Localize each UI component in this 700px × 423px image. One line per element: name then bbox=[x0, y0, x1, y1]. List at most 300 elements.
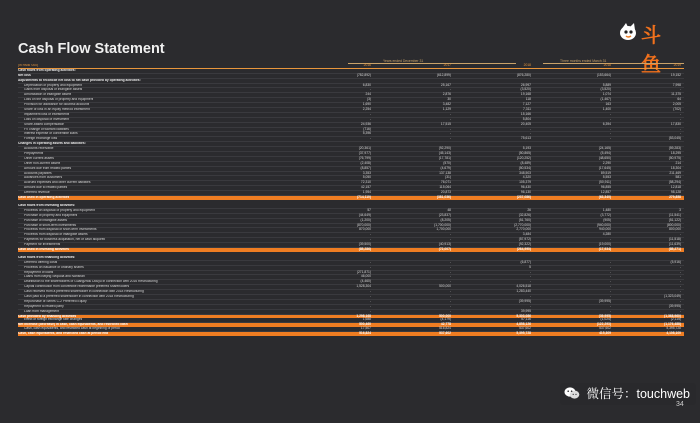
row-value: (876,280) bbox=[516, 72, 531, 77]
row-value: (31) bbox=[445, 175, 451, 180]
row-value: 2,290 bbox=[602, 160, 611, 165]
row-label: Amount due to related parties bbox=[24, 186, 68, 190]
row-label: Cash flows from operating activities: bbox=[18, 68, 76, 72]
row-value: (1,368,960) bbox=[664, 313, 681, 318]
row-label: FV change of warrant liabilities bbox=[24, 127, 69, 131]
row-value: (85,271) bbox=[668, 246, 681, 251]
row-value: 3,484 bbox=[522, 232, 531, 237]
row-label: Purchase of intangible assets bbox=[24, 218, 68, 222]
row-value: - bbox=[609, 237, 611, 242]
row-value: - bbox=[369, 111, 371, 116]
wechat-icon bbox=[564, 386, 580, 400]
row-value: 5,395,728 bbox=[516, 331, 531, 336]
row-value: 4,108,100 bbox=[666, 331, 681, 336]
row-value: 72,310 bbox=[360, 180, 371, 185]
row-value: - bbox=[529, 279, 531, 284]
row-label: Deferred offering costs bbox=[24, 260, 58, 264]
row-value: 1,129 bbox=[442, 107, 451, 112]
row-value: - bbox=[679, 308, 681, 313]
row-value: 96,430 bbox=[520, 185, 531, 190]
row-value: (17,645) bbox=[598, 165, 611, 170]
row-value: - bbox=[609, 308, 611, 313]
row-value: 57 bbox=[367, 207, 371, 212]
row-value: (11,541) bbox=[668, 212, 681, 217]
row-value: (612,899) bbox=[436, 72, 451, 77]
row-value: 537,602 bbox=[599, 326, 611, 331]
row-label: Gains from disposal of intangible assets bbox=[24, 88, 83, 92]
row-label: Proceeds on disposal of property and equipment bbox=[24, 208, 95, 212]
row-value: 800,000 bbox=[669, 227, 681, 232]
row-value: (5,494) bbox=[600, 151, 611, 156]
row-value: - bbox=[679, 111, 681, 116]
row-label: Capital contribution from convertible redeemable preferred shareholders bbox=[24, 285, 130, 289]
column-header: 2017 bbox=[443, 63, 451, 67]
row-value: 25,167 bbox=[440, 82, 451, 87]
row-value: 26,997 bbox=[520, 82, 531, 87]
row-value: 15,166 bbox=[520, 111, 531, 116]
row-value: 19,152 bbox=[670, 72, 681, 77]
row-value: - bbox=[609, 274, 611, 279]
row-value: - bbox=[369, 136, 371, 141]
row-value: (264,990) bbox=[516, 246, 531, 251]
row-value: - bbox=[609, 289, 611, 294]
row-label: Payment for investments bbox=[24, 243, 61, 247]
row-value: - bbox=[449, 308, 451, 313]
row-label: Effect of foreign exchange rate changes bbox=[24, 318, 83, 322]
row-value: - bbox=[449, 232, 451, 237]
row-value: 4,320 bbox=[522, 175, 531, 180]
row-value: (23,837) bbox=[438, 212, 451, 217]
row-value: (39,995) bbox=[518, 298, 531, 303]
row-value: - bbox=[609, 303, 611, 308]
row-value: (6,877) bbox=[520, 259, 531, 264]
row-value: - bbox=[679, 116, 681, 121]
cash-flow-table bbox=[18, 64, 684, 336]
row-value: (800,000) bbox=[666, 222, 681, 227]
row-value: 17,507 bbox=[360, 326, 371, 331]
row-value: - bbox=[369, 308, 371, 313]
logo-text: 斗鱼 bbox=[641, 25, 662, 76]
row-label: Advances from customers bbox=[24, 176, 63, 180]
row-value: 940,000 bbox=[599, 227, 611, 232]
row-value: (1,323,049) bbox=[664, 293, 681, 298]
page-number: 34 bbox=[676, 401, 684, 408]
row-value: 516,824 bbox=[359, 331, 371, 336]
row-value: (870,000) bbox=[356, 222, 371, 227]
row-value: (58,294) bbox=[668, 180, 681, 185]
row-label: Other non-current assets bbox=[24, 161, 61, 165]
row-value: 2,005 bbox=[672, 102, 681, 107]
row-value: - bbox=[449, 136, 451, 141]
row-value: - bbox=[609, 116, 611, 121]
row-value: (940,000) bbox=[596, 222, 611, 227]
row-label: Cash received from a preferred shareholder in connection with 2018 Restructuring bbox=[24, 290, 144, 294]
row-value: - bbox=[609, 279, 611, 284]
row-label: Cash flows from investing activities: bbox=[18, 203, 76, 207]
row-value: - bbox=[609, 293, 611, 298]
row-label: Accounts payables bbox=[24, 171, 52, 175]
row-value: 98,128 bbox=[670, 190, 681, 195]
row-value: (72,007) bbox=[438, 246, 451, 251]
row-value: (4,679) bbox=[440, 165, 451, 170]
row-value: 3,482 bbox=[442, 102, 451, 107]
row-value: 5,395,728 bbox=[666, 326, 681, 331]
row-value: - bbox=[529, 131, 531, 136]
row-label: Net loss bbox=[18, 73, 31, 77]
row-value: 415,309 bbox=[599, 331, 611, 336]
row-label: Proceeds on issuance of ordinary shares bbox=[24, 265, 84, 269]
watermark-text: 微信号：touchweb bbox=[586, 387, 690, 401]
row-value: 870,000 bbox=[359, 227, 371, 232]
row-value: - bbox=[449, 126, 451, 131]
row-value: - bbox=[609, 284, 611, 289]
row-label: Loan from management bbox=[24, 309, 60, 313]
row-value: (50,865) bbox=[518, 151, 531, 156]
row-value: (44,649) bbox=[358, 212, 371, 217]
row-label: Share-based compensation bbox=[24, 122, 65, 126]
row-value: 11,375 bbox=[671, 92, 681, 97]
units-label: (in RMB '000) bbox=[18, 64, 39, 67]
row-value: 20,873 bbox=[440, 190, 451, 195]
row-value: - bbox=[449, 293, 451, 298]
row-value: - bbox=[529, 303, 531, 308]
row-value: - bbox=[369, 303, 371, 308]
row-value: (702) bbox=[673, 107, 681, 112]
row-value: 537,602 bbox=[439, 331, 451, 336]
row-value: (59,283) bbox=[668, 146, 681, 151]
row-value: 279,858 bbox=[669, 195, 681, 200]
row-value: (50,534) bbox=[518, 165, 531, 170]
row-value: 12,818 bbox=[670, 185, 681, 190]
row-value: 1,700,000 bbox=[436, 227, 451, 232]
row-value: (17,934) bbox=[598, 246, 611, 251]
row-value: 5,804 bbox=[522, 116, 531, 121]
period-group-quarterly: Three months ended March 31 bbox=[560, 59, 607, 63]
row-value: - bbox=[679, 274, 681, 279]
row-value: (1,467) bbox=[600, 97, 611, 102]
row-value: (50,975) bbox=[668, 155, 681, 160]
row-value: 118 bbox=[525, 97, 531, 102]
row-value: 64 bbox=[677, 97, 681, 102]
row-value: - bbox=[449, 289, 451, 294]
row-value: (53,045) bbox=[668, 136, 681, 141]
row-value: 7,127 bbox=[522, 102, 531, 107]
row-value: 5,889 bbox=[602, 82, 611, 87]
row-value: (782,892) bbox=[356, 72, 371, 77]
row-value: 5,050 bbox=[362, 175, 371, 180]
row-label: Repurchase of Series C-2 Preferred Equity bbox=[24, 299, 87, 303]
row-label: Deferred revenue bbox=[24, 191, 50, 195]
row-value: (3) bbox=[366, 97, 371, 102]
row-value: 105,379 bbox=[519, 180, 531, 185]
row-value: (905) bbox=[603, 217, 611, 222]
row-label: Accounts receivable bbox=[24, 147, 54, 151]
table-body bbox=[18, 69, 684, 336]
row-value: - bbox=[369, 232, 371, 237]
row-value: 5,303,086 bbox=[516, 313, 531, 318]
row-value: 7,998 bbox=[672, 82, 681, 87]
row-label: Amortization of intangible assets bbox=[24, 93, 72, 97]
row-value: 2,770,000 bbox=[516, 227, 531, 232]
row-value: - bbox=[369, 87, 371, 92]
row-value: 42,778 bbox=[440, 322, 451, 327]
row-label: Loss on the disposal of property and equipment bbox=[24, 98, 94, 102]
row-value: (63,340) bbox=[598, 195, 611, 200]
row-label: Repayment of loans bbox=[24, 270, 54, 274]
row-value: (57,972) bbox=[518, 237, 531, 242]
row-value: (714,110) bbox=[357, 195, 371, 200]
row-value: (11,518) bbox=[668, 237, 681, 242]
row-value: - bbox=[449, 237, 451, 242]
row-value: (2,408) bbox=[360, 160, 371, 165]
row-label: Depreciation of property and equipment bbox=[24, 83, 82, 87]
row-value: (153,664) bbox=[596, 72, 611, 77]
row-value: 1,690 bbox=[362, 102, 371, 107]
row-value: (716) bbox=[363, 126, 371, 131]
row-value: (32,826) bbox=[518, 212, 531, 217]
row-value: - bbox=[449, 269, 451, 274]
row-value: 5,193 bbox=[522, 146, 531, 151]
row-value: 163 bbox=[605, 102, 611, 107]
row-value: 214 bbox=[675, 160, 681, 165]
row-value: (120,252) bbox=[516, 155, 531, 160]
row-value: (4,460) bbox=[360, 279, 371, 284]
row-label: Cash, cash equivalents, and restricted cash at beginning of period bbox=[24, 327, 121, 331]
row-value: - bbox=[449, 264, 451, 269]
row-value: 1,480 bbox=[602, 207, 611, 212]
row-value: 537,602 bbox=[519, 326, 531, 331]
row-value: (19,000) bbox=[598, 242, 611, 247]
row-value: 42,157 bbox=[360, 185, 371, 190]
row-value: - bbox=[609, 264, 611, 269]
row-value: (17,781) bbox=[438, 155, 451, 160]
row-label: Provision for allowance for doubtful accounts bbox=[24, 103, 90, 107]
row-value: (40,913) bbox=[438, 242, 451, 247]
row-value: - bbox=[679, 264, 681, 269]
row-label: Loans from Beijing Sequoia and Nanshan bbox=[24, 275, 85, 279]
row-value: (8,857) bbox=[360, 165, 371, 170]
row-value: - bbox=[449, 116, 451, 121]
row-label: Accrued expenses and other current liabilities bbox=[24, 181, 91, 185]
row-value: 76,071 bbox=[440, 180, 451, 185]
column-header: 2018 bbox=[523, 63, 531, 67]
row-value: (1,200) bbox=[360, 217, 371, 222]
row-value: 46,000 bbox=[360, 274, 371, 279]
row-value: 6,830 bbox=[362, 82, 371, 87]
period-group-annual: Years ended December 31 bbox=[383, 59, 424, 63]
row-value: 17,830 bbox=[670, 121, 681, 126]
row-value: - bbox=[529, 126, 531, 131]
row-value: (45,143) bbox=[438, 151, 451, 156]
row-value: 75,613 bbox=[520, 136, 531, 141]
row-value: - bbox=[609, 126, 611, 131]
row-value: (39,995) bbox=[668, 303, 681, 308]
row-label: Cash, cash equivalents, and restricted cash at period end bbox=[18, 332, 109, 336]
row-value: 5,396 bbox=[362, 131, 371, 136]
row-value: 1,954 bbox=[362, 190, 371, 195]
row-label: Proceeds from disposal of short-term investments bbox=[24, 228, 97, 232]
row-value: 4,026,518 bbox=[516, 284, 531, 289]
row-value: 2,876 bbox=[442, 92, 451, 97]
row-value: 211,469 bbox=[669, 170, 681, 175]
row-value: - bbox=[449, 298, 451, 303]
row-value: (51,760) bbox=[518, 217, 531, 222]
row-value: 96,855 bbox=[600, 185, 611, 190]
row-value: - bbox=[609, 111, 611, 116]
row-label: Cash flows from financing activities: bbox=[18, 255, 76, 259]
row-label: Interest expense of convertible loans bbox=[24, 132, 78, 136]
row-value: 1,283,440 bbox=[516, 289, 531, 294]
row-label: Loss on disposal of investment bbox=[24, 117, 70, 121]
row-value: 1,298,168 bbox=[356, 313, 371, 318]
row-label: Payments for business acquisition, net of cash acquired bbox=[24, 238, 106, 242]
row-value: - bbox=[369, 293, 371, 298]
row-value: 1,528,304 bbox=[356, 284, 371, 289]
row-value: 6,394 bbox=[602, 121, 611, 126]
row-value: - bbox=[449, 259, 451, 264]
row-value: 18,304 bbox=[670, 165, 681, 170]
row-value: - bbox=[529, 293, 531, 298]
row-value: (2,770,000) bbox=[514, 222, 531, 227]
row-value: 3,353 bbox=[362, 170, 371, 175]
row-value: - bbox=[369, 289, 371, 294]
row-value: 1,688 bbox=[362, 317, 371, 322]
row-value: (39,500) bbox=[358, 242, 371, 247]
row-value: (8,489) bbox=[520, 160, 531, 165]
row-value: (3,520) bbox=[600, 87, 611, 92]
row-label: Net increase (decrease) in cash, cash equivalents, and restricted cash bbox=[18, 323, 128, 327]
row-value: (3,520) bbox=[520, 87, 531, 92]
row-value: (1,700,000) bbox=[434, 222, 451, 227]
row-value: - bbox=[449, 87, 451, 92]
row-value: 3 bbox=[679, 207, 681, 212]
row-label: Purchase of property and equipment bbox=[24, 213, 78, 217]
column-header: 2016 bbox=[363, 63, 371, 67]
row-value: 516,824 bbox=[439, 326, 451, 331]
row-value: 4,280 bbox=[602, 232, 611, 237]
row-value: 1,400 bbox=[602, 107, 611, 112]
row-value: - bbox=[449, 279, 451, 284]
row-label: Impairment loss of investments bbox=[24, 112, 70, 116]
column-header: 2019 bbox=[673, 63, 681, 67]
row-value: - bbox=[679, 131, 681, 136]
row-label: Repayment to related party bbox=[24, 304, 64, 308]
row-value: - bbox=[679, 232, 681, 237]
row-value: - bbox=[679, 126, 681, 131]
row-value: (39,995) bbox=[598, 313, 611, 318]
row-value: (85,286) bbox=[358, 246, 371, 251]
row-value: - bbox=[609, 259, 611, 264]
row-value: (48,650) bbox=[598, 155, 611, 160]
row-value: - bbox=[369, 298, 371, 303]
row-value: - bbox=[369, 116, 371, 121]
row-value: 30 bbox=[447, 97, 451, 102]
row-value: (570) bbox=[443, 160, 451, 165]
row-value: 500,460 bbox=[359, 322, 371, 327]
row-label: Distribution to the shareholders of Guangzhou Douyu in connection with 2016 Restructuring bbox=[24, 280, 158, 284]
row-value: - bbox=[449, 111, 451, 116]
row-value: (2,115) bbox=[670, 317, 681, 322]
row-value: (92,322) bbox=[518, 242, 531, 247]
row-value: (8,205) bbox=[440, 217, 451, 222]
row-value: (76,799) bbox=[358, 155, 371, 160]
row-value: - bbox=[369, 264, 371, 269]
row-label: Prepayments bbox=[24, 152, 44, 156]
row-value: (51,122) bbox=[668, 217, 681, 222]
row-value: 4,858,126 bbox=[516, 322, 531, 327]
row-value: - bbox=[679, 269, 681, 274]
row-value: 39,995 bbox=[520, 308, 531, 313]
row-value: - bbox=[369, 259, 371, 264]
row-value: 581 bbox=[675, 175, 681, 180]
row-value: 17,515 bbox=[440, 121, 451, 126]
row-value: - bbox=[449, 274, 451, 279]
row-value: 348,503 bbox=[519, 170, 531, 175]
row-value: - bbox=[609, 136, 611, 141]
row-value: - bbox=[369, 237, 371, 242]
row-value: 19,168 bbox=[520, 92, 531, 97]
row-value: 24,936 bbox=[360, 121, 371, 126]
row-value: (50,911) bbox=[598, 180, 611, 185]
row-label: Changes in operating assets and liabilities: bbox=[18, 142, 86, 146]
row-value: (39,995) bbox=[598, 298, 611, 303]
row-value: (20,361) bbox=[358, 146, 371, 151]
row-value: - bbox=[529, 269, 531, 274]
row-value: - bbox=[679, 279, 681, 284]
row-value: 5,553 bbox=[602, 175, 611, 180]
row-value: - bbox=[449, 303, 451, 308]
page-title: Cash Flow Statement bbox=[18, 41, 165, 57]
row-value: 500,000 bbox=[439, 284, 451, 289]
row-value: (11,639) bbox=[668, 242, 681, 247]
row-value: 244 bbox=[365, 92, 371, 97]
row-value: 26 bbox=[527, 207, 531, 212]
row-value: - bbox=[679, 87, 681, 92]
row-value: - bbox=[609, 131, 611, 136]
row-value: (3,772) bbox=[600, 212, 611, 217]
row-value: 48 bbox=[447, 207, 451, 212]
row-value: - bbox=[609, 269, 611, 274]
row-value: 12,857 bbox=[600, 190, 611, 195]
row-value: (5,916) bbox=[670, 259, 681, 264]
row-value: (24,165) bbox=[598, 146, 611, 151]
row-value: 96,130 bbox=[520, 190, 531, 195]
row-value: (271,871) bbox=[356, 269, 371, 274]
row-value: (4,179) bbox=[440, 317, 451, 322]
row-value: 5 bbox=[529, 264, 531, 269]
row-label: Cash paid to a preferred shareholder in connection with 2018 Restructuring bbox=[24, 294, 134, 298]
row-value: - bbox=[679, 298, 681, 303]
row-label: Purchase of short-term investments bbox=[24, 223, 77, 227]
row-value: 500,000 bbox=[439, 313, 451, 318]
row-value: 18,295 bbox=[670, 151, 681, 156]
row-label: Cash provided by financing activities bbox=[18, 314, 77, 318]
logo-bird-icon bbox=[617, 20, 639, 42]
row-value: (237,086) bbox=[516, 195, 531, 200]
column-header: 2018 bbox=[603, 63, 611, 67]
row-value: - bbox=[679, 284, 681, 289]
row-value: - bbox=[449, 131, 451, 136]
total-row bbox=[18, 332, 684, 336]
row-value: 57,116 bbox=[521, 317, 531, 322]
row-value: (92,290) bbox=[438, 146, 451, 151]
row-label: Cash used in operating activities bbox=[18, 196, 70, 200]
row-label: Adjustments to reconcile net loss to net cash provided by operating activities: bbox=[18, 78, 141, 82]
row-value: (37,977) bbox=[358, 151, 371, 156]
row-label: Proceeds from disposal of intangible assets bbox=[24, 233, 88, 237]
row-value: 7,311 bbox=[522, 107, 531, 112]
row-value: (381,036) bbox=[436, 195, 451, 200]
